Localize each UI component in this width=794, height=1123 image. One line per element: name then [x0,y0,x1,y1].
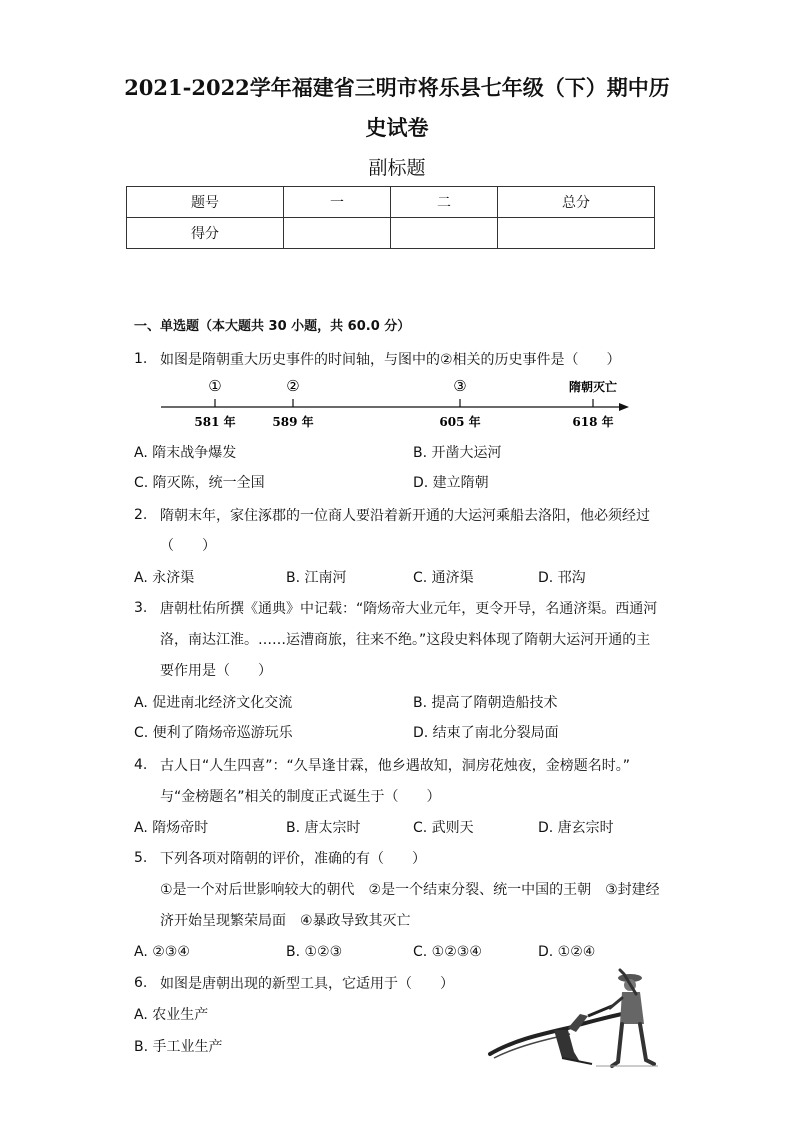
score-row-label: 得分 [127,218,284,249]
q5-option-b[interactable]: B. ①②③ [286,944,343,960]
score-cell-part-1[interactable] [284,218,391,249]
q4-option-a[interactable]: A. 隋炀帝时 [134,820,209,836]
curved-shaft-plough-illustration [484,966,660,1070]
q5-items-line1: ①是一个对后世影响较大的朝代 ②是一个结束分裂、统一中国的王朝 ③封建经 [160,882,660,898]
q3-option-c[interactable]: C. 便利了隋炀帝巡游玩乐 [134,725,293,741]
q1-option-d[interactable]: D. 建立隋朝 [413,475,489,491]
q2-number: 2. [134,507,148,523]
q1-stem: 如图是隋朝重大历史事件的时间轴，与图中的②相关的历史事件是（ ） [160,352,621,368]
q5-option-c[interactable]: C. ①②③④ [413,944,482,960]
timeline-mark-3: ③ [453,377,467,395]
q5-stem: 下列各项对隋朝的评价，准确的有（ ） [160,851,426,867]
exam-title-line2: 史试卷 [365,115,429,140]
q2-stem-line1: 隋朝末年，家住涿郡的一位商人要沿着新开通的大运河乘船去洛阳，他必须经过 [160,508,650,524]
score-table-header-row [127,187,655,218]
score-table-score-row [127,218,655,249]
q2-option-a[interactable]: A. 永济渠 [134,570,195,586]
header-cell-question-no: 题号 [127,187,284,218]
exam-title-line1: 2021-2022学年福建省三明市将乐县七年级（下）期中历 [124,75,670,100]
q5-option-a[interactable]: A. ②③④ [134,944,190,960]
score-cell-part-2[interactable] [391,218,498,249]
score-cell-total[interactable] [498,218,655,249]
timeline-mark-end: 隋朝灭亡 [568,380,618,394]
q3-option-d[interactable]: D. 结束了南北分裂局面 [413,725,559,741]
q3-option-a[interactable]: A. 促进南北经济文化交流 [134,695,293,711]
q2-option-d[interactable]: D. 邗沟 [538,570,586,586]
q4-option-c[interactable]: C. 武则天 [413,820,474,836]
section-heading-single-choice: 一、单选题（本大题共 30 小题，共 60.0 分） [134,319,411,334]
q2-option-c[interactable]: C. 通济渠 [413,570,474,586]
timeline-year-4: 618 年 [572,415,614,429]
q4-option-b[interactable]: B. 唐太宗时 [286,820,361,836]
timeline-year-3: 605 年 [439,415,481,429]
q5-items-line2: 济开始呈现繁荣局面 ④暴政导致其灭亡 [160,913,411,929]
q2-stem-line2: （ ） [160,538,216,554]
q2-option-b[interactable]: B. 江南河 [286,570,347,586]
q1-option-a[interactable]: A. 隋末战争爆发 [134,445,237,461]
q3-number: 3. [134,600,148,616]
header-cell-part-2: 二 [391,187,498,218]
q3-stem-line3: 要作用是（ ） [160,663,272,679]
header-cell-total: 总分 [498,187,655,218]
q4-number: 4. [134,757,148,773]
q6-option-a[interactable]: A. 农业生产 [134,1007,209,1023]
q4-stem-line2: 与“金榜题名”相关的制度正式诞生于（ ） [160,789,441,805]
q6-number: 6. [134,975,148,991]
timeline-mark-2: ② [286,377,300,395]
header-cell-part-1: 一 [284,187,391,218]
q3-stem-line1: 唐朝杜佑所撰《通典》中记载：“隋炀帝大业元年，更令开导，名通济渠。西通河 [160,601,658,617]
timeline-year-2: 589 年 [272,415,314,429]
q5-number: 5. [134,850,148,866]
q4-stem-line1: 古人日“人生四喜”：“久旱逢甘霖，他乡遇故知，洞房花烛夜，金榜题名时。” [160,758,631,774]
timeline-year-1: 581 年 [194,415,236,429]
q6-stem: 如图是唐朝出现的新型工具，它适用于（ ） [160,976,454,992]
q5-option-d[interactable]: D. ①②④ [538,944,596,960]
exam-subtitle: 副标题 [368,157,426,179]
q1-option-c[interactable]: C. 隋灭陈，统一全国 [134,475,265,491]
q3-option-b[interactable]: B. 提高了隋朝造船技术 [413,695,558,711]
q1-number: 1. [134,351,148,367]
score-table [126,186,655,249]
q4-option-d[interactable]: D. 唐玄宗时 [538,820,614,836]
timeline-mark-1: ① [208,377,222,395]
q1-option-b[interactable]: B. 开凿大运河 [413,445,502,461]
q1-timeline-figure [155,374,635,436]
q6-option-b[interactable]: B. 手工业生产 [134,1039,223,1055]
q3-stem-line2: 洛，南达江淮。……运漕商旅，往来不绝。”这段史料体现了隋朝大运河开通的主 [160,632,651,648]
